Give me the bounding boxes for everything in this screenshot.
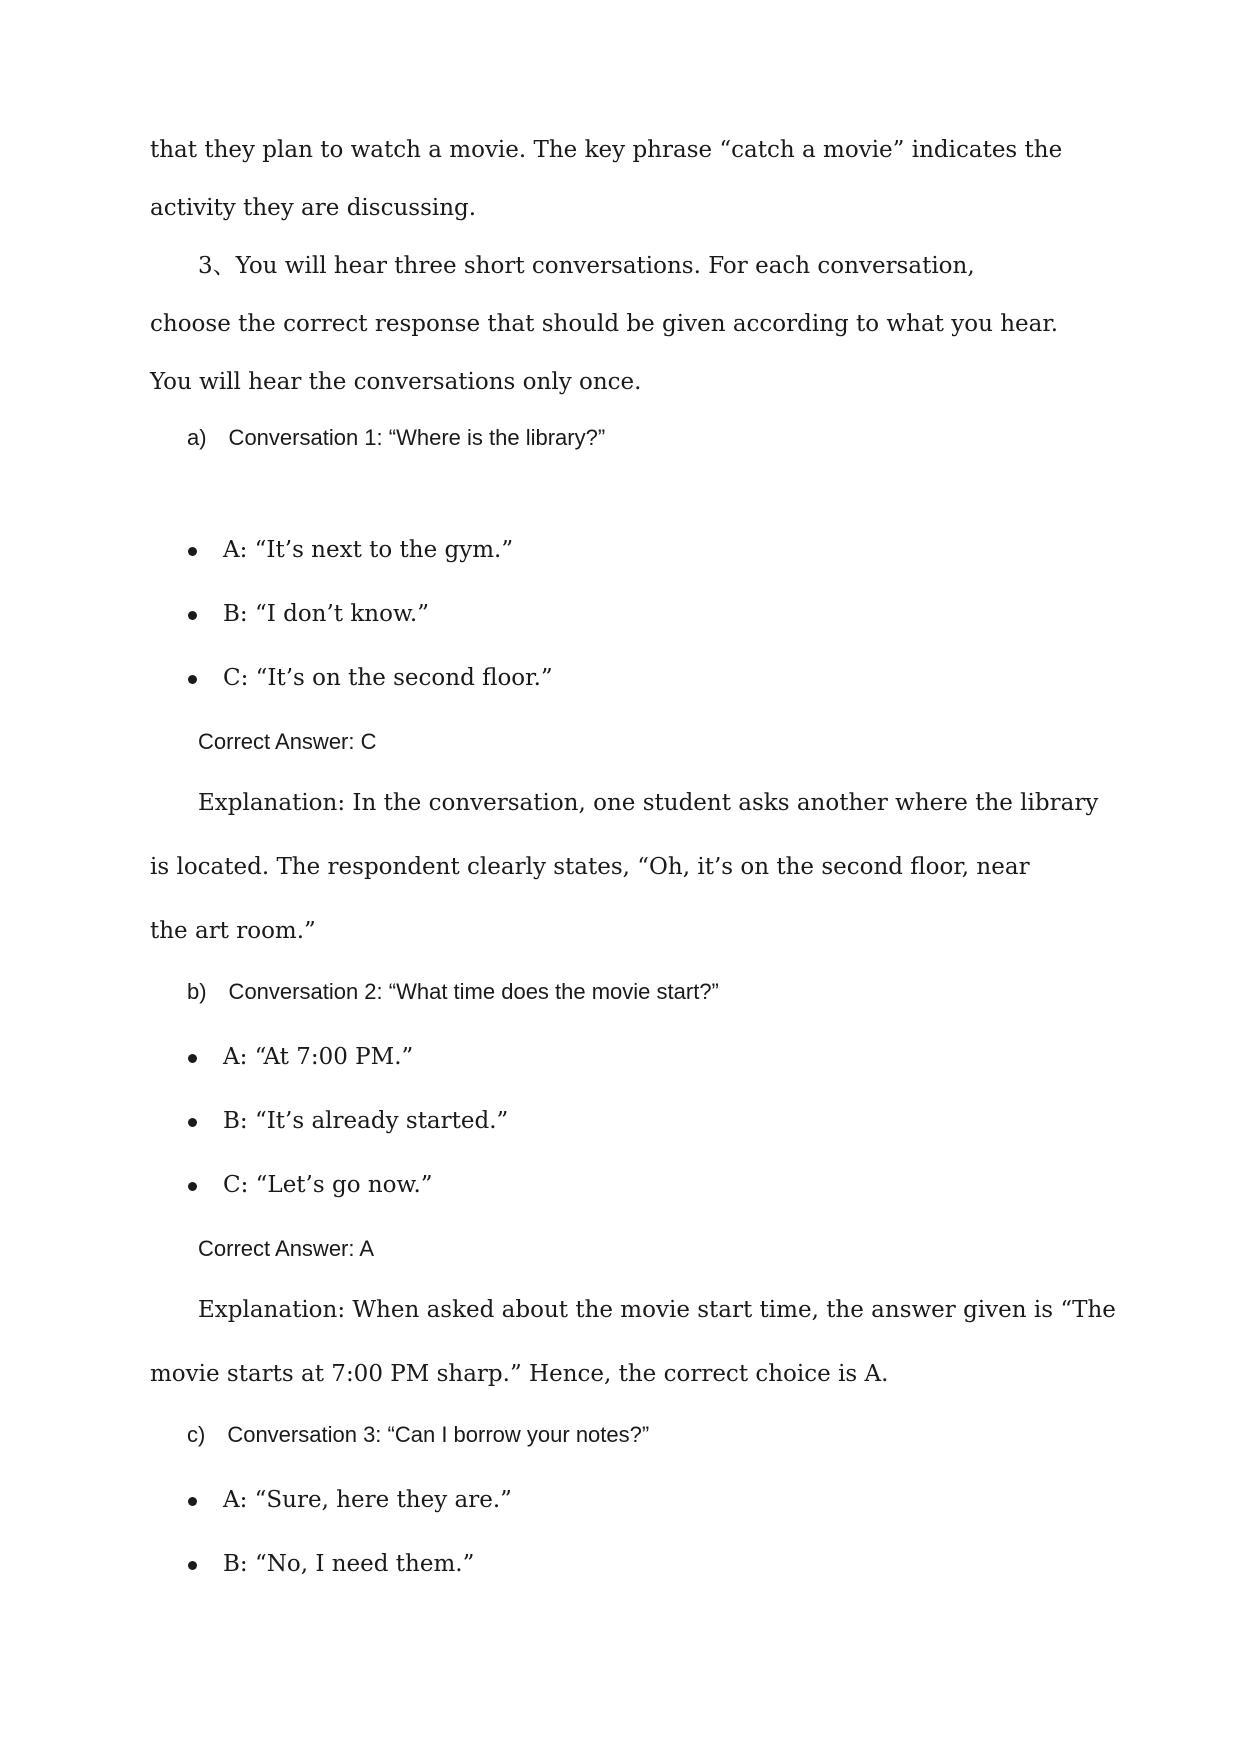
option-a: A: “It’s next to the gym.” bbox=[223, 537, 514, 563]
bullet-icon bbox=[188, 547, 197, 556]
body-text-line: activity they are discussing. bbox=[150, 195, 477, 221]
option-a: A: “Sure, here they are.” bbox=[223, 1487, 512, 1513]
correct-answer: Correct Answer: C bbox=[198, 729, 377, 754]
bullet-icon bbox=[188, 1561, 197, 1570]
conversation-2-heading: b) Conversation 2: “What time does the movie start?” bbox=[187, 979, 719, 1004]
option-b: B: “No, I need them.” bbox=[223, 1551, 475, 1577]
bullet-icon bbox=[188, 611, 197, 620]
body-text-line: that they plan to watch a movie. The key phrase “catch a movie” indicates the bbox=[150, 137, 1063, 163]
conversation-1-heading: a) Conversation 1: “Where is the library?” bbox=[187, 425, 606, 450]
option-b: B: “It’s already started.” bbox=[223, 1108, 509, 1134]
option-a: A: “At 7:00 PM.” bbox=[223, 1044, 414, 1070]
question-3-instruction: choose the correct response that should be given according to what you hear. bbox=[150, 311, 1059, 337]
question-3-instruction: You will hear the conversations only once. bbox=[150, 369, 642, 395]
option-b: B: “I don’t know.” bbox=[223, 601, 429, 627]
conversation-3-heading: c) Conversation 3: “Can I borrow your notes?” bbox=[187, 1422, 650, 1447]
explanation-line: Explanation: In the conversation, one student asks another where the library bbox=[198, 790, 1099, 816]
bullet-icon bbox=[188, 1182, 197, 1191]
explanation-line: movie starts at 7:00 PM sharp.” Hence, the correct choice is A. bbox=[150, 1361, 889, 1387]
explanation-line: Explanation: When asked about the movie start time, the answer given is “The bbox=[198, 1297, 1116, 1323]
option-c: C: “Let’s go now.” bbox=[223, 1172, 433, 1198]
bullet-icon bbox=[188, 1497, 197, 1506]
explanation-line: is located. The respondent clearly states, “Oh, it’s on the second floor, near bbox=[150, 854, 1030, 880]
question-3-instruction: 3、You will hear three short conversations. For each conversation, bbox=[198, 253, 975, 279]
bullet-icon bbox=[188, 675, 197, 684]
bullet-icon bbox=[188, 1054, 197, 1063]
bullet-icon bbox=[188, 1118, 197, 1127]
explanation-line: the art room.” bbox=[150, 918, 316, 944]
correct-answer: Correct Answer: A bbox=[198, 1236, 375, 1261]
option-c: C: “It’s on the second floor.” bbox=[223, 665, 553, 691]
